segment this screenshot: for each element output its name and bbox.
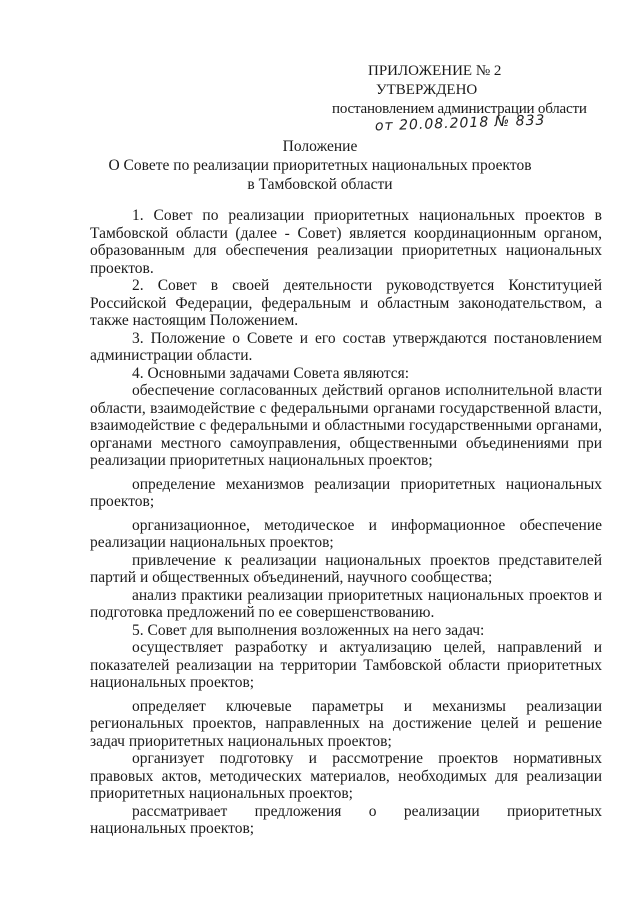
paragraph-4: 4. Основными задачами Совета являются:	[132, 364, 410, 382]
decree-date-number: от 20.08.2018 № 833	[374, 112, 546, 135]
paragraph-5: 5. Совет для выполнения возложенных на него задач:	[132, 621, 485, 639]
appendix-number: ПРИЛОЖЕНИЕ № 2	[368, 63, 502, 79]
paragraph-2: 2. Совет в своей деятельности руководствуется Конституцией Российской Федерации, федеральным и областным законодательством, а также настоящим Положением.	[90, 277, 602, 329]
task-item-5: анализ практики реализации приоритетных национальных проектов и подготовка предложений по ее совершенствованию.	[90, 586, 602, 621]
task-item-1: обеспечение согласованных действий органов исполнительной власти области, взаимодействие с федеральными органами государственной власти, взаимодействие с федеральными и областными государственными органами, органами местного самоуправления, общественными объединениями при реализации приоритетных национальных проектов;	[90, 382, 602, 469]
approved-label: УТВЕРЖДЕНО	[376, 82, 478, 98]
title-line-2: О Совете по реализации приоритетных национальных проектов	[108, 157, 532, 174]
document-title	[0, 137, 640, 194]
function-item-1: осуществляет разработку и актуализацию целей, направлений и показателей реализации на территории Тамбовской области приоритетных национальных проектов;	[90, 639, 602, 691]
task-item-3: организационное, методическое и информационное обеспечение реализации национальных проектов;	[90, 516, 602, 551]
paragraph-3: 3. Положение о Совете и его состав утверждаются постановлением администрации области.	[90, 329, 602, 364]
function-item-2: определяет ключевые параметры и механизмы реализации региональных проектов, направленных на достижение целей и решение задач приоритетных национальных проектов;	[90, 697, 602, 750]
function-item-4: рассматривает предложения о реализации приоритетных национальных проектов;	[90, 802, 602, 837]
task-item-2: определение механизмов реализации приоритетных национальных проектов;	[90, 475, 602, 510]
approved-by: постановлением администрации области	[332, 101, 587, 117]
function-item-3: организует подготовку и рассмотрение проектов нормативных правовых актов, методических материалов, необходимых для реализации приоритетных национальных проектов;	[90, 750, 602, 802]
document-body	[90, 207, 602, 838]
title-line-3: в Тамбовской области	[247, 176, 393, 193]
paragraph-1: 1. Совет по реализации приоритетных национальных проектов в Тамбовской области (далее - Совет) является координационным органом, образованным для обеспечения реализации приоритетных национальных проектов.	[90, 207, 602, 277]
approval-header	[330, 62, 600, 138]
title-line-1: Положение	[282, 138, 358, 155]
task-item-4: привлечение к реализации национальных проектов представителей партий и общественных объединений, научного сообщества;	[90, 551, 602, 586]
